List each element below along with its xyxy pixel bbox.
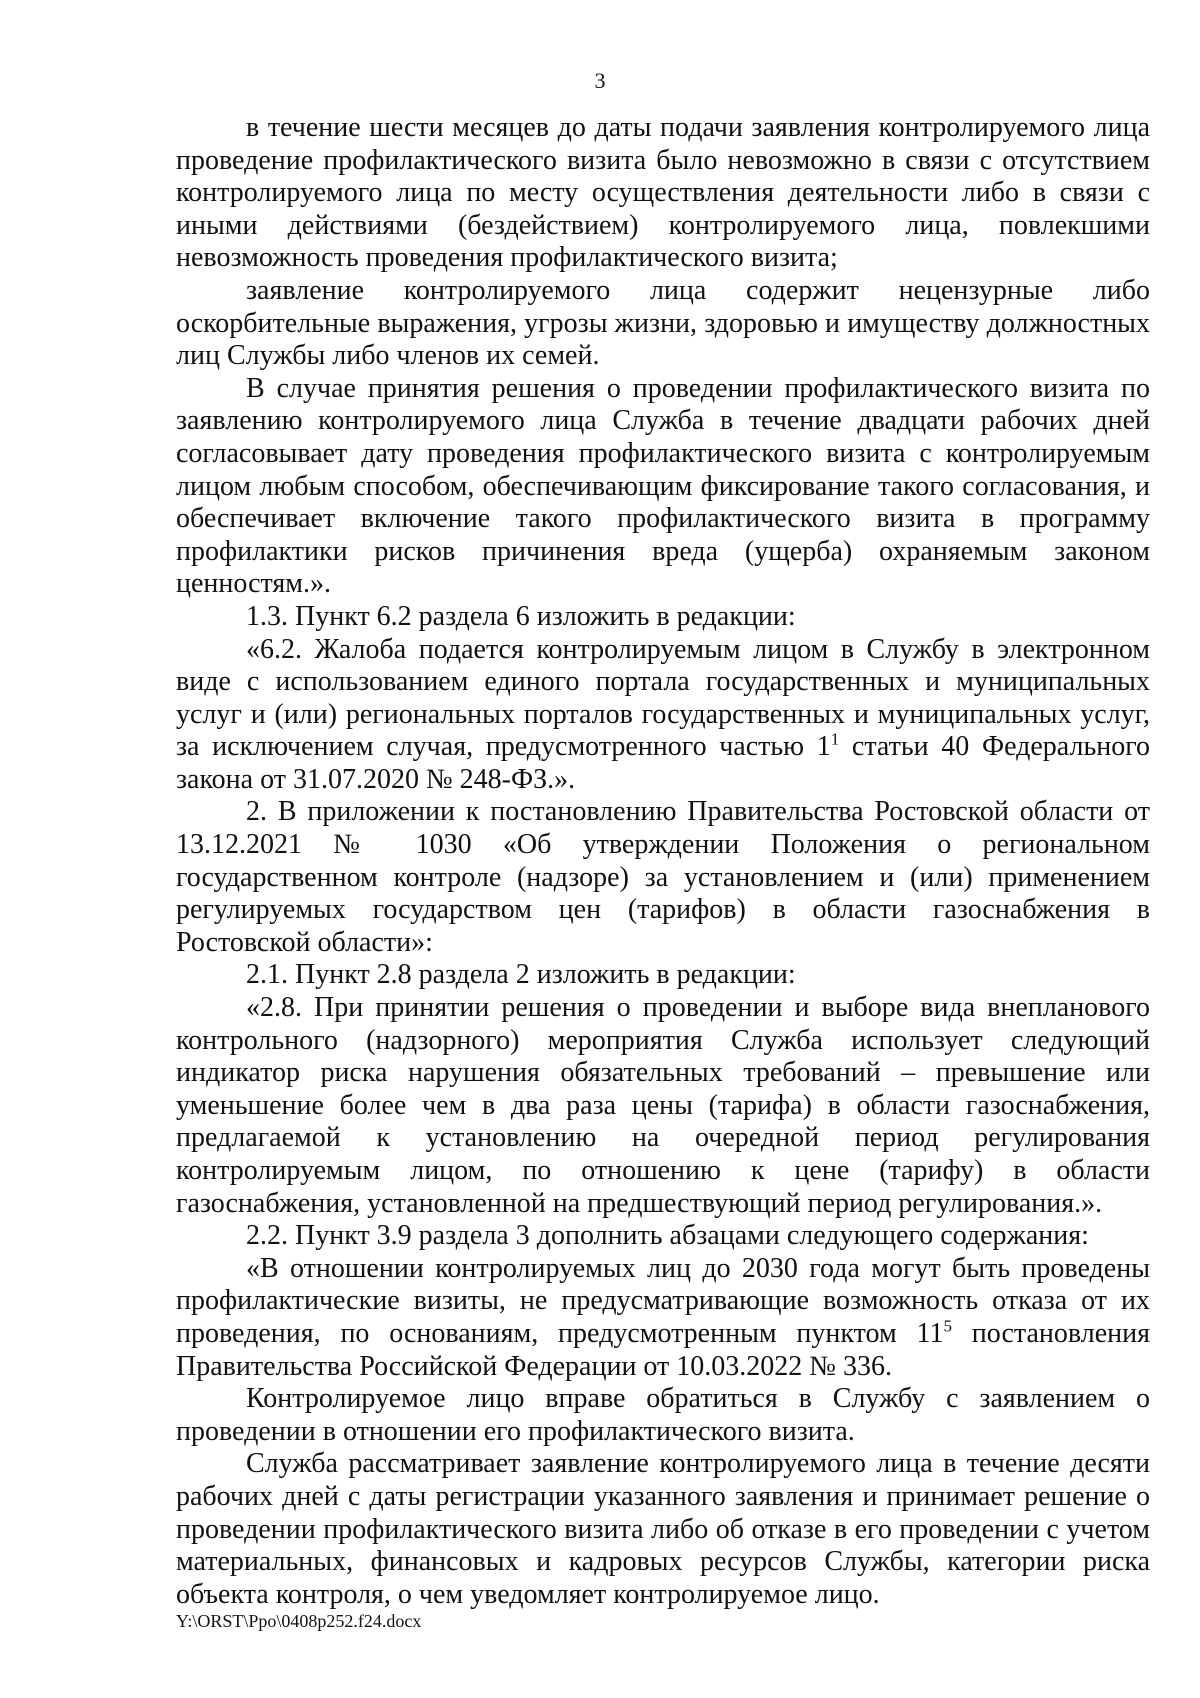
paragraph-p8 [176, 992, 1150, 1220]
paragraph-p3 [176, 373, 1150, 601]
paragraph-p1 [176, 112, 1150, 275]
paragraph-text: 1.3. Пункт 6.2 раздела 6 изложить в редакции: [246, 600, 796, 632]
paragraph-text: заявление контролируемого лица содержит нецензурные либо оскорбительные выражения, угрозы жизни, здоровью и имуществу должностных лиц Службы либо членов их семей. [176, 274, 1150, 372]
paragraph-text: Контролируемое лицо вправе обратиться в Службу с заявлением о проведении в отношении его профилактического визита. [176, 1383, 1150, 1447]
paragraph-p4 [176, 601, 1150, 634]
paragraph-p10 [176, 1253, 1150, 1383]
paragraph-p9 [176, 1220, 1150, 1253]
page-number: 3 [594, 68, 606, 93]
paragraph-text: 2.1. Пункт 2.8 раздела 2 изложить в редакции: [246, 959, 796, 991]
file-path-footer: Y:\ORST\Ppo\0408p252.f24.docx [176, 1611, 422, 1631]
paragraph-p2 [176, 275, 1150, 373]
paragraph-text: постановления Правительства Российской Федерации от 10.03.2022 № 336. [176, 1317, 1150, 1382]
paragraph-text: 2.2. Пункт 3.9 раздела 3 дополнить абзацами следующего содержания: [246, 1220, 1089, 1252]
paragraph-text: Служба рассматривает заявление контролируемого лица в течение десяти рабочих дней с даты регистрации указанного заявления и принимает решение о проведении профилактического визита либо об отказе в его проведении с учетом материальных, финансовых и кадровых ресурсов Службы, категории риска объекта контроля, о чем уведомляет контролируемое лицо. [176, 1448, 1150, 1610]
paragraph-text: «6.2. Жалоба подается контролируемым лицом в Службу в электронном виде с использованием единого портала государственных и муниципальных услуг и (или) региональных порталов государственных и муниципальных услуг, за исключением случая, предусмотренного частью 1 [176, 633, 1150, 763]
paragraph-p11 [176, 1383, 1150, 1448]
paragraph-text: 2. В приложении к постановлению Правительства Ростовской области от 13.12.2021 № 1030 «Об утверждении Положения о региональном государственном контроле (надзоре) за установлением и (или) применением регулируемых государством цен (тарифов) в области газоснабжения в Ростовской области»: [176, 796, 1150, 958]
paragraph-text: в течение шести месяцев до даты подачи заявления контролируемого лица проведение профилактического визита было невозможно в связи с отсутствием контролируемого лица по месту осуществления деятельности либо в связи с иными действиями (бездействием) контролируемого лица, повлекшими невозможность проведения профилактического визита; [176, 112, 1150, 274]
superscript: 5 [943, 1316, 952, 1336]
paragraph-text: «2.8. При принятии решения о проведении и выборе вида внепланового контрольного (надзорного) мероприятия Служба использует следующий индикатор риска нарушения обязательных требований – превышение или уменьшение более чем в два раза цены (тарифа) в области газоснабжения, предлагаемой к установлению на очередной период регулирования контролируемым лицом, по отношению к цене (тарифу) в области газоснабжения, установленной на предшествующий период регулирования.». [176, 992, 1150, 1219]
paragraph-text: «В отношении контролируемых лиц до 2030 года могут быть проведены профилактические визиты, не предусматривающие возможность отказа от их проведения, по основаниям, предусмотренным пунктом 11 [176, 1252, 1150, 1349]
paragraph-text: статьи 40 Федерального закона от 31.07.2020 № 248-ФЗ.». [176, 731, 1150, 795]
paragraph-p5 [176, 634, 1150, 797]
document-body [176, 112, 1150, 1611]
paragraph-p6 [176, 796, 1150, 959]
paragraph-p12 [176, 1448, 1150, 1611]
paragraph-p7 [176, 959, 1150, 992]
paragraph-text: В случае принятия решения о проведении профилактического визита по заявлению контролируемого лица Служба в течение двадцати рабочих дней согласовывает дату проведения профилактического визита с контролируемым лицом любым способом, обеспечивающим фиксирование такого согласования, и обеспечивает включение такого профилактического визита в программу профилактики рисков причинения вреда (ущерба) охраняемым законом ценностям.». [176, 372, 1150, 600]
superscript: 1 [830, 729, 840, 749]
